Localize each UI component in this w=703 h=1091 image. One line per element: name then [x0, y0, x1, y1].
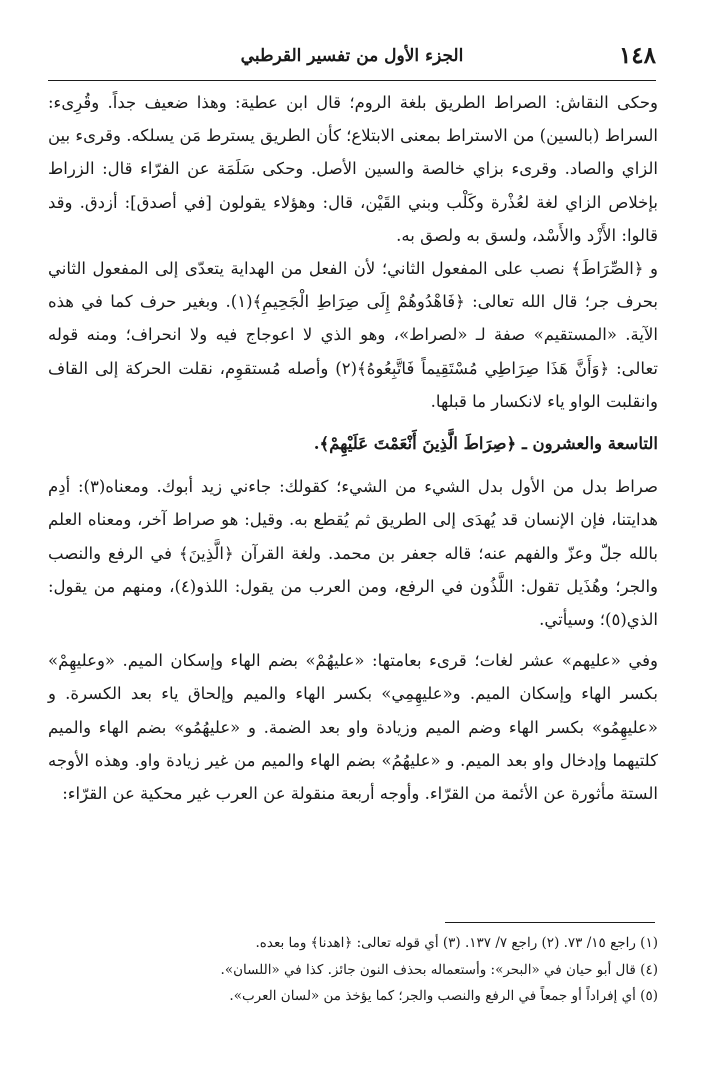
footnote-rule — [445, 922, 655, 923]
paragraph-sirat-badal: صراط بدل من الأول بدل الشيء من الشيء؛ كقولك: جاءني زيد أبوك. ومعناه(٣): أدِم هدايتنا، فإن الإنسان قد يُهدَى إلى الطريق ثم يُقطع به. وقيل: هو صراط آخر، ومعناه العلم بالله جلّ وعزّ والفهم عنه؛ قاله جعفر بن محمد. ولغة القرآن ﴿الَّذِينَ﴾ في الرفع والنصب والجر؛ وهُذَيل تقول: اللَّذُون في الرفع، ومن العرب من يقول: اللذو(٤)، ومنهم من يقول: الذي(٥)؛ وسيأتي. — [48, 477, 658, 630]
footnote-line: (٤) قال أبو حيان في «البحر»: وأستعماله بحذف النون جائز. كذا في «اللسان». — [220, 961, 658, 978]
header-rule — [48, 80, 656, 81]
paragraph-alayhim-dialects: وفي «عليهم» عشر لغات؛ قرىء بعامتها: «عليهُمْ» بضم الهاء وإسكان الميم. «وعليهِمْ» بكسر الهاء وإسكان الميم. و«عليهِمِي» بكسر الهاء والميم وإلحاق ياء بعد الكسرة. و «عليهِمُو» بكسر الهاء وضم الميم وزيادة واو بعد الضمة. و «عليهُمُو» بضم الهاء والميم كلتيهما وإدخال واو بعد الميم. و «عليهُمُ» بضم الهاء والميم من غير زيادة واو. وهذه الأوجه الستة مأثورة عن الأئمة من القرّاء. وأوجه أربعة منقولة عن العرب غير محكية عن القرّاء: — [48, 651, 658, 804]
page-header — [48, 40, 656, 80]
footnote-line: (١) راجع ١٥/ ٧٣. (٢) راجع ٧/ ١٣٧. (٣) أي قوله تعالى: ﴿اهدنا﴾ وما بعده. — [255, 935, 658, 951]
main-text — [48, 86, 658, 810]
paragraph-sirat-grammar: و ﴿الصِّرَاطَ﴾ نصب على المفعول الثاني؛ لأن الفعل من الهداية يتعدّى إلى المفعول الثاني بحرف جر؛ قال الله تعالى: ﴿فَاهْدُوهُمْ إِلَى صِرَاطِ الْجَحِيمِ﴾(١). وبغير حرف كما في هذه الآية. «المستقيم» صفة لـ «لصراط»، وهو الذي لا اعوجاج فيه ولا انحراف؛ ومنه قوله تعالى: ﴿وَأَنَّ هَذَا صِرَاطِي مُسْتَقِيماً فَاتَّبِعُوهُ﴾(٢) وأصله مُستقوِم، نقلت الحركة إلى القاف وانقلبت الواو ياء لانكسار ما قبلها. — [48, 259, 658, 411]
running-title: الجزء الأول من تفسير القرطبي — [240, 46, 464, 66]
footnote-line: (٥) أي إفراداً أو جمعاً في الرفع والنصب والجر؛ كما يؤخذ من «لسان العرب». — [229, 988, 658, 1004]
section-heading: التاسعة والعشرون ـ ﴿صِرَاطَ الَّذِينَ أَنْعَمْتَ عَلَيْهِمْ﴾. — [313, 434, 658, 454]
footnotes — [48, 930, 658, 1010]
paragraph-sirat-language: وحكى النقاش: الصراط الطريق بلغة الروم؛ قال ابن عطية: وهذا ضعيف جداً. وقُرِىء: السراط (بالسين) من الاستراط بمعنى الابتلاع؛ كأن الطريق يسترط مَن يسلكه. وقرىء بين الزاي والصاد. وقرىء بزاي خالصة والسين الأصل. وحكى سَلَمَة عن الفرّاء قال: الزراط بإخلاص الزاي لغة لعُذْرة وكَلْب وبني القَيْن، قال: وهؤلاء يقولون [في أصدق]: أزدق. وقد قالوا: الأَزْد والأَسْد، ولسق به ولصق به. — [48, 93, 658, 245]
page-number: ١٤٨ — [618, 42, 656, 69]
